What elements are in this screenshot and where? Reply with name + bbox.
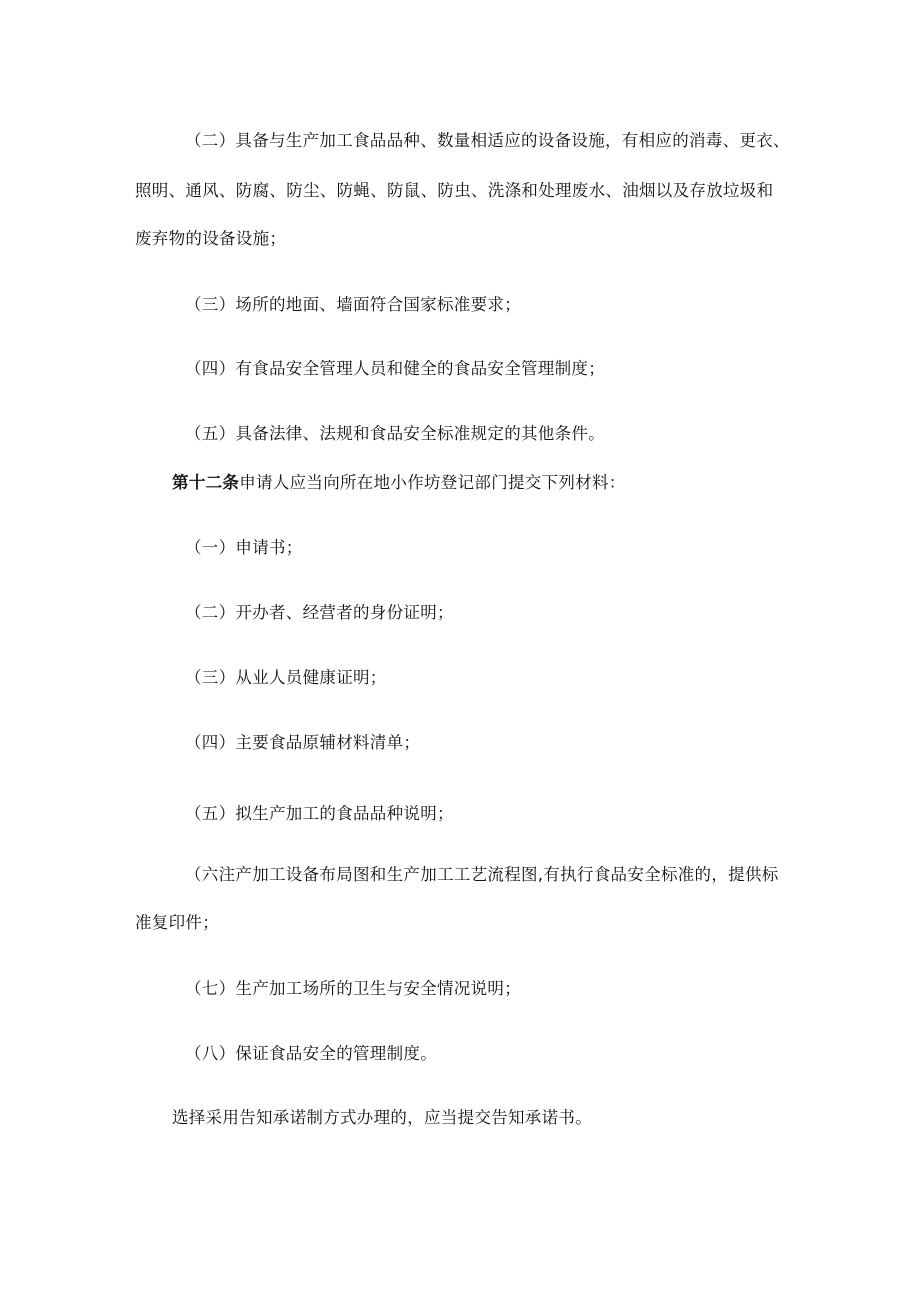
article-12-text: 申请人应当向所在地小作坊登记部门提交下列材料： bbox=[239, 473, 626, 492]
list-item-7: （七）生产加工场所的卫生与安全情况说明； bbox=[185, 979, 521, 998]
list-item-5: （五）拟生产加工的食品品种说明； bbox=[185, 804, 454, 823]
article-12-heading: 第十二条 bbox=[172, 473, 240, 492]
list-item-4: （四）主要食品原辅材料清单； bbox=[185, 733, 421, 752]
list-item-3: （三）从业人员健康证明； bbox=[185, 668, 387, 687]
list-item-6-line-1: （六注产加工设备布局图和生产加工工艺流程图,有执行食品安全标准的，提供标 bbox=[185, 865, 779, 884]
paragraph-4: （四）有食品安全管理人员和健全的食品安全管理制度； bbox=[185, 359, 605, 378]
paragraph-3: （三）场所的地面、墙面符合国家标准要求； bbox=[185, 295, 521, 314]
closing-paragraph: 选择采用告知承诺制方式办理的，应当提交告知承诺书。 bbox=[172, 1108, 592, 1127]
list-item-6-line-2: 准复印件； bbox=[135, 913, 219, 932]
list-item-8: （八）保证食品安全的管理制度。 bbox=[185, 1044, 437, 1063]
paragraph-2-line-1: （二）具备与生产加工食品品种、数量相适应的设备设施，有相应的消毒、更衣、 bbox=[185, 131, 790, 150]
list-item-1: （一）申请书； bbox=[185, 538, 303, 557]
paragraph-2-line-3: 废弃物的设备设施； bbox=[135, 229, 287, 248]
article-12 bbox=[172, 473, 626, 493]
paragraph-5: （五）具备法律、法规和食品安全标准规定的其他条件。 bbox=[185, 424, 605, 443]
paragraph-2-line-2: 照明、通风、防腐、防尘、防蝇、防鼠、防虫、洗涤和处理废水、油烟以及存放垃圾和 bbox=[135, 181, 774, 200]
list-item-2: （二）开办者、经营者的身份证明； bbox=[185, 603, 454, 622]
